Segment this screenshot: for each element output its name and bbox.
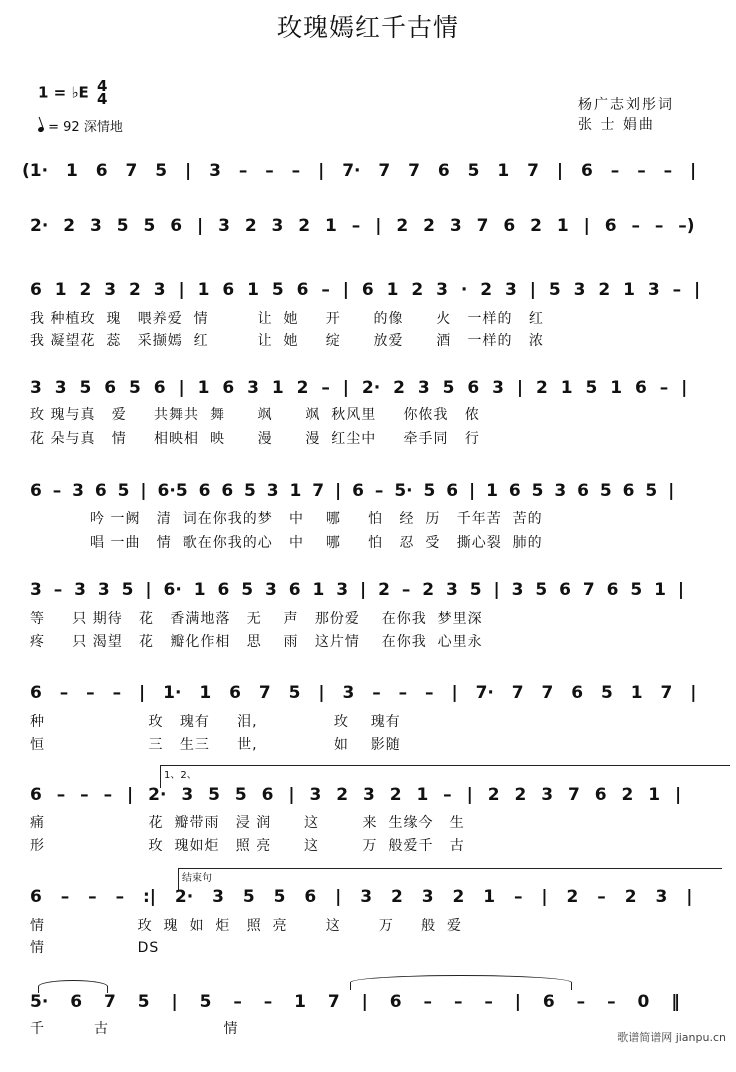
watermark-text: 歌谱简谱网 jianpu.cn [617,1031,726,1044]
notation-line: 6 – – – | 2· 3 5 5 6 | 3 2 3 2 1 – | 2 2 3 7 6 2 1 | [30,785,682,805]
notation-line: 6 – – – | 1· 1 6 7 5 | 3 – – – | 7· 7 7 6 5 1 7 | [30,683,697,703]
lyrics-verse-1: 吟 一阙 清 词在你我的梦 中 哪 怕 经 历 千年苦 苦的 [90,511,543,527]
notation-line: (1· 1 6 7 5 | 3 – – – | 7· 7 7 6 5 1 7 | 6 – – – | [22,161,697,181]
key-signature [38,77,108,108]
notation-line: 3 3 5 6 5 6 | 1 6 3 1 2 – | 2· 2 3 5 6 3 | 2 1 5 1 6 – | [30,378,688,398]
volta-bracket: 结束句 [178,868,722,891]
notation-line: 6 – – – :| 2· 3 5 5 6 | 3 2 3 2 1 – | 2 – 2 3 | [30,887,693,907]
tempo-value: = 92 [48,120,80,135]
lyrics-verse-1: 等 只 期待 花 香满地落 无 声 那份爱 在你我 梦里深 [30,611,483,627]
lyricist-credit: 杨广志刘彤词 [578,97,674,113]
tempo-marking [38,116,123,135]
lyrics-verse-2: 形 玫 瑰如炬 照 亮 这 万 般爱千 古 [30,838,465,854]
lyrics-verse-2: 唱 一曲 情 歌在你我的心 中 哪 怕 忍 受 撕心裂 肺的 [90,535,543,551]
time-numerator: 4 [97,77,108,95]
notation-line: 3 – 3 3 5 | 6· 1 6 5 3 6 1 3 | 2 – 2 3 5 | 3 5 6 7 6 5 1 | [30,580,685,600]
notation-line: 6 – 3 6 5 | 6·5 6 6 5 3 1 7 | 6 – 5· 5 6 | 1 6 5 3 6 5 6 5 | [30,481,675,501]
lyrics-verse-2: 我 凝望花 蕊 采撷嫣 红 让 她 绽 放爱 酒 一样的 浓 [30,333,544,349]
time-denominator: 4 [97,90,108,108]
score-row [0,887,736,967]
lyrics-verse-2: 情 DS [30,940,160,956]
lyrics-verse-1: 千 古 情 [30,1021,239,1037]
lyrics-verse-1: 我 种植玫 瑰 喂养爱 情 让 她 开 的像 火 一样的 红 [30,311,544,327]
notation-line: 6 1 2 3 2 3 | 1 6 1 5 6 – | 6 1 2 3 · 2 3 | 5 3 2 1 3 – | [30,280,701,300]
quarter-note-icon [37,126,44,133]
tempo-expression: 深情地 [83,120,123,135]
slur [350,975,572,990]
score-row [0,785,736,865]
volta-bracket: 1、2、 [160,765,730,788]
score-row [0,580,736,660]
notation-line: 2· 2 3 5 5 6 | 3 2 3 2 1 – | 2 2 3 7 6 2 1 | 6 – – –) [30,216,695,236]
lyrics-verse-1: 玫 瑰与真 爱 共舞共 舞 飒 飒 秋风里 你侬我 侬 [30,407,480,423]
lyrics-verse-2: 疼 只 渴望 花 瓣化作相 思 雨 这片情 在你我 心里永 [30,634,483,650]
score-row [0,280,736,360]
score-row [0,683,736,763]
lyrics-verse-1: 种 玫 瑰有 泪, 玫 瑰有 [30,714,401,730]
lyrics-verse-1: 痛 花 瓣带雨 浸 润 这 来 生缘今 生 [30,815,465,831]
notation-line: 5· 6 7 5 | 5 – – 1 7 | 6 – – – | 6 – – 0 ‖ [30,992,680,1012]
lyrics-verse-2: 花 朵与真 情 相映相 映 漫 漫 红尘中 牵手同 行 [30,431,480,447]
lyrics-verse-2: 恒 三 生三 世, 如 影随 [30,737,401,753]
page-title: 玫瑰嫣红千古情 [276,13,459,42]
time-signature [97,77,108,108]
lyrics-verse-1: 情 玫 瑰 如 炬 照 亮 这 万 般 爱 [30,918,463,934]
composer-credit: 张 士 娟曲 [578,117,655,133]
score-row [0,481,736,561]
key-label: 1 = ♭E [38,83,89,102]
score-row [0,378,736,458]
